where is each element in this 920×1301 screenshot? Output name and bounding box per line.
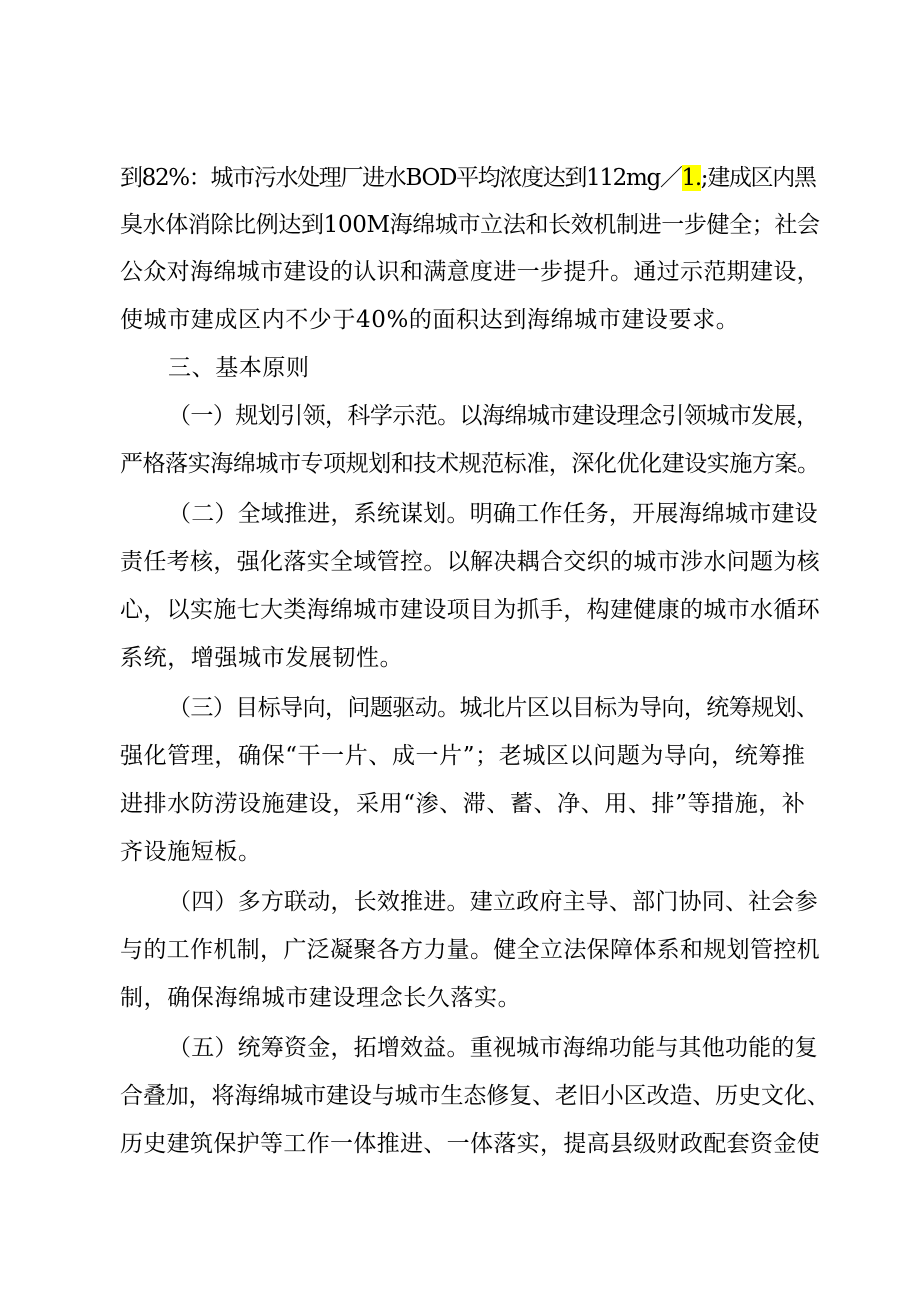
principle-5-line-1: （五）统筹资金，拓增效益。重视城市海绵功能与其他功能的复 (168, 1035, 818, 1061)
intro-line-4: 使城市建成区内不少于40%的面积达到海绵城市建设要求。 (120, 307, 740, 333)
principle-4-line-2: 与的工作机制，广泛凝聚各方力量。健全立法保障体系和规划管控机 (120, 937, 820, 963)
principle-1-line-2: 严格落实海绵城市专项规划和技术规范标准，深化优化建设实施方案。 (120, 451, 820, 477)
principle-4-line-3: 制，确保海绵城市建设理念长久落实。 (120, 985, 522, 1011)
principle-3-line-1: （三）目标导向，问题驱动。城北片区以目标为导向，统筹规划、 (168, 695, 819, 721)
intro-line-3: 公众对海绵城市建设的认识和满意度进一步提升。通过示范期建设， (120, 259, 820, 285)
intro-line-2: 臭水体消除比例达到100M海绵城市立法和长效机制进一步健全；社会 (120, 212, 820, 238)
principle-3-line-2: 强化管理，确保“干一片、成一片”；老城区以问题为导向，统筹推 (120, 743, 806, 769)
intro-line-1-text-b: ;建成区内黑 (700, 165, 816, 191)
principle-4-line-1: （四）多方联动，长效推进。建立政府主导、部门协同、社会参 (168, 889, 818, 915)
principle-2-line-1: （二）全域推进，系统谋划。明确工作任务，开展海绵城市建设 (168, 501, 818, 527)
principle-2-line-3: 心，以实施七大类海绵城市建设项目为抓手，构建健康的城市水循环 (120, 597, 820, 623)
principle-1-line-1: （一）规划引领，科学示范。以海绵城市建设理念引领城市发展， (168, 403, 819, 429)
principle-2-line-4: 系统，增强城市发展韧性。 (120, 645, 404, 671)
principle-5-line-2: 合叠加，将海绵城市建设与城市生态修复、老旧小区改造、历史文化、 (120, 1083, 830, 1109)
principle-2-line-2: 责任考核，强化落实全域管控。以解决耦合交织的城市涉水问题为核 (120, 549, 820, 575)
intro-line-1-text-a: 到82%：城市污水处理厂进水BOD平均浓度达到112mg／ (120, 165, 682, 191)
intro-line-1 (120, 158, 816, 198)
highlighted-text: 1. (681, 165, 701, 191)
principle-5-line-3: 历史建筑保护等工作一体推进、一体落实，提高县级财政配套资金使 (120, 1131, 820, 1157)
principle-3-line-3: 进排水防涝设施建设，采用“渗、滞、蓄、净、用、排”等措施，补 (120, 791, 806, 817)
section-heading: 三、基本原则 (168, 355, 310, 381)
principle-3-line-4: 齐设施短板。 (120, 839, 262, 865)
